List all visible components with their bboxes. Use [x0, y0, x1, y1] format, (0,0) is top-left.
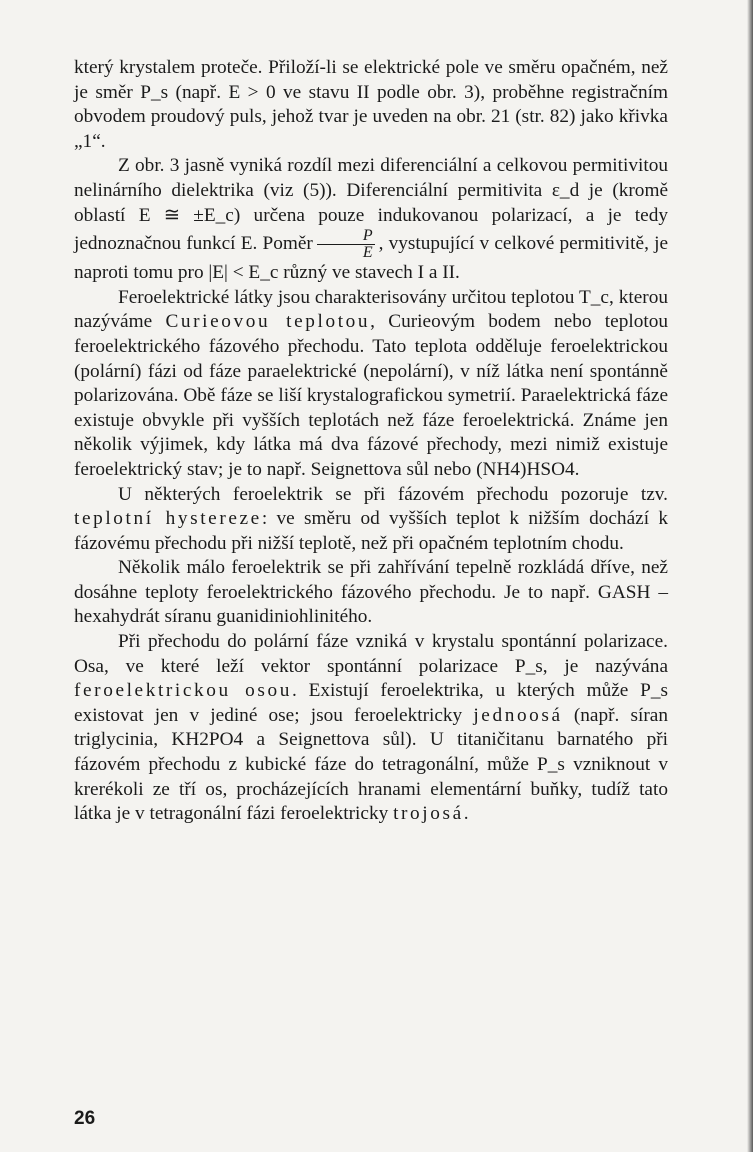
fraction-p-over-e — [317, 228, 375, 261]
paragraph-3 — [74, 286, 668, 483]
paragraph-3-text-b: , Curieovým bodem nebo teplotou feroelektrického fázového přechodu. Tato teplota odděluje feroelektrickou (polární) fázi od fáze paraelektrické (nepolární), v níž látka není spontánně polarizována. Obě fáze se liší krystalografickou symetrií. Paraelektrická fáze existuje obvykle při vyšších teplotách než fáze feroelektrická. Známe jen několik výjimek, kdy látka má dva fázové přechody, mezi nimiž existuje feroelektrický stav; je to např. Seignettova sůl nebo (NH4)HSO4. — [74, 311, 669, 480]
paragraph-1: který krystalem proteče. Přiloží-li se elektrické pole ve směru opačném, než je směr P_s (např. E > 0 ve stavu II podle obr. 3), proběhne registračním obvodem proudový puls, jehož tvar je uveden na obr. 21 (str. 82) jako křivka „1“. — [74, 57, 668, 152]
paragraph-2 — [74, 154, 668, 285]
fraction-numerator: P — [317, 228, 375, 245]
term-uniaxial: jednoosá — [473, 704, 563, 726]
term-curie-temperature: Curieovou teplotou — [165, 311, 371, 333]
paragraph-6-text-d: . — [463, 803, 469, 825]
paragraph-5: Několik málo feroelektrik se při zahřívání tepelně rozkládá dříve, než dosáhne teploty feroelektrického fázového přechodu. Je to např. GASH – hexahydrát síranu guanidiniohlinitého. — [74, 557, 668, 628]
page-edge-shadow — [747, 0, 753, 1152]
paragraph-3-text-a: Feroelektrické látky jsou charakterisovány určitou teplotou T_c, kterou nazýváme — [74, 286, 668, 333]
fraction-denominator: E — [362, 244, 373, 262]
term-thermal-hysteresis: teplotní hystereze — [74, 508, 262, 530]
paragraph-4-text-b: : ve směru od vyšších teplot k nižším dochází k fázovému přechodu při nižší teplotě, než při opačném teplotním chodu. — [74, 508, 668, 554]
paragraph-2-text-b: , vystupující v celkové permitivitě, je naproti tomu pro |E| < E_c různý ve stavech I a II. — [74, 233, 669, 284]
paragraph-2-text-a: Z obr. 3 jasně vyniká rozdíl mezi diferenciální a celkovou permitivitou nelinárního dielektrika (viz (5)). Diferenciální permitivita ε_d je (kromě oblastí E ≅ ±E_c) určena pouze indukovanou polarizací, a je tedy jednoznačnou funkcí E. Poměr — [74, 155, 668, 255]
paragraph-6-text-b: . Existují feroelektrika, u kterých může P_s existovat jen v jediné ose; jsou feroelektricky — [74, 680, 668, 726]
paragraph-6 — [74, 630, 668, 827]
paragraph-4-text-a: U některých feroelektrik se při fázovém přechodu pozoruje tzv. — [118, 483, 668, 505]
term-ferroelectric-axis: feroelektrickou osou — [74, 680, 292, 702]
paragraph-4 — [74, 483, 668, 557]
page-body — [74, 56, 668, 827]
term-triaxial: trojosá — [393, 803, 464, 825]
page-number: 26 — [74, 1108, 96, 1129]
paragraph-6-text-c: (např. síran triglycinia, KH2PO4 a Seignettova sůl). U titaničitanu barnatého při fázovém přechodu z kubické fáze do tetragonální, může P_s vzniknout v krerékoli ze tří os, procházejících hranami elementární buňky, tudíž tato látka je v tetragonální fázi feroelektricky — [74, 704, 668, 825]
paragraph-6-text-a: Při přechodu do polární fáze vzniká v krystalu spontánní polarizace. Osa, ve které leží vektor spontánní polarizace P_s, je nazývána — [74, 631, 668, 677]
